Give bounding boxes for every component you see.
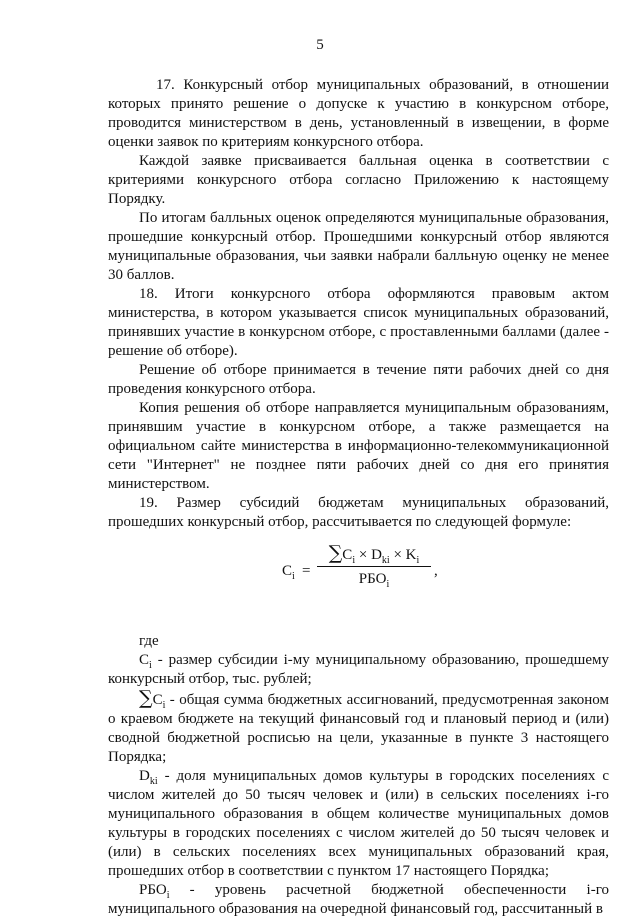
definition-sum-ci: $\sum C_i$ - общая сумма бюджетных ассигнований, предусмотренная законом о краевом бюджете на текущий финансовый год и плановый период и (или) сводной бюджетной росписью на цели, указанные в пункте 3 настоящего Порядка;: [108, 687, 609, 765]
formula-numerator: $\sum C_i \times D_{ki} \times K_i$: [328, 542, 420, 566]
formula-fraction: [317, 544, 431, 589]
paragraph-18: 18. Итоги конкурсного отбора оформляются правовым актом министерства, в котором указывается список муниципальных образований, принявших участие в конкурсном отборе, с проставленными баллами (далее - решение об отборе).: [108, 286, 609, 359]
formula-equals: =: [302, 563, 311, 579]
where-label: где: [139, 633, 159, 649]
definition-ci: $C_i$ - размер субсидии i-му муниципальному образованию, прошедшему конкурсный отбор, тыс. рублей;: [108, 652, 609, 687]
paragraph-results: По итогам балльных оценок определяются муниципальные образования, прошедшие конкурсный отбор. Прошедшими конкурсный отбор являются муниципальные образования, чьи заявки набрали балльную оценку не менее 30 баллов.: [108, 210, 609, 283]
paragraph-copy: Копия решения об отборе направляется муниципальным образованиям, принявшим участие в конкурсном отборе, а также размещается на официальном сайте министерства в информационно-телекоммуникационной сети "Интернет" не позднее пяти рабочих дней со дня его принятия министерством.: [108, 400, 609, 492]
formula-lhs: $C_i$: [282, 563, 295, 582]
subsidy-formula: [108, 544, 609, 610]
formula-comma: ,: [434, 563, 438, 579]
paragraph-decision: Решение об отборе принимается в течение пяти рабочих дней со дня проведения конкурсного отбора.: [108, 362, 609, 397]
page-number: 5: [316, 37, 324, 53]
sum-sign: ∑: [139, 687, 153, 709]
definition-rbo: $РБО_i$ - уровень расчетной бюджетной обеспеченности i-го муниципального образования на очередной финансовый год, рассчитанный в: [108, 882, 609, 917]
paragraph-19: 19. Размер субсидий бюджетам муниципальных образований, прошедших конкурсный отбор, рассчитывается по следующей формуле:: [108, 495, 609, 530]
formula-denominator: $РБО_i$: [358, 571, 390, 590]
paragraph-scoring: Каждой заявке присваивается балльная оценка в соответствии с критериями конкурсного отбора согласно Приложению к настоящему Порядку.: [108, 153, 609, 207]
definition-dki: $D_{ki}$ - доля муниципальных домов культуры в городских поселениях с числом жителей до 50 тысяч человек и (или) в сельских поселениях i-го муниципального образования в общем количестве муниципальных домов культуры в городских поселениях с числом жителей до 50 тысяч человек и (или) в сельских поселениях всех муниципальных образований края, прошедших отбор в соответствии с пунктом 17 настоящего Порядка;: [108, 768, 609, 879]
document-body: [108, 76, 609, 919]
paragraph-17: 17. Конкурсный отбор муниципальных образований, в отношении которых принято решение о допуске к участию в конкурсном отборе, проводится министерством в день, установленный в извещении, в форме оценки заявок по критериям конкурсного отбора.: [108, 77, 609, 150]
sum-sign: ∑: [328, 542, 343, 564]
